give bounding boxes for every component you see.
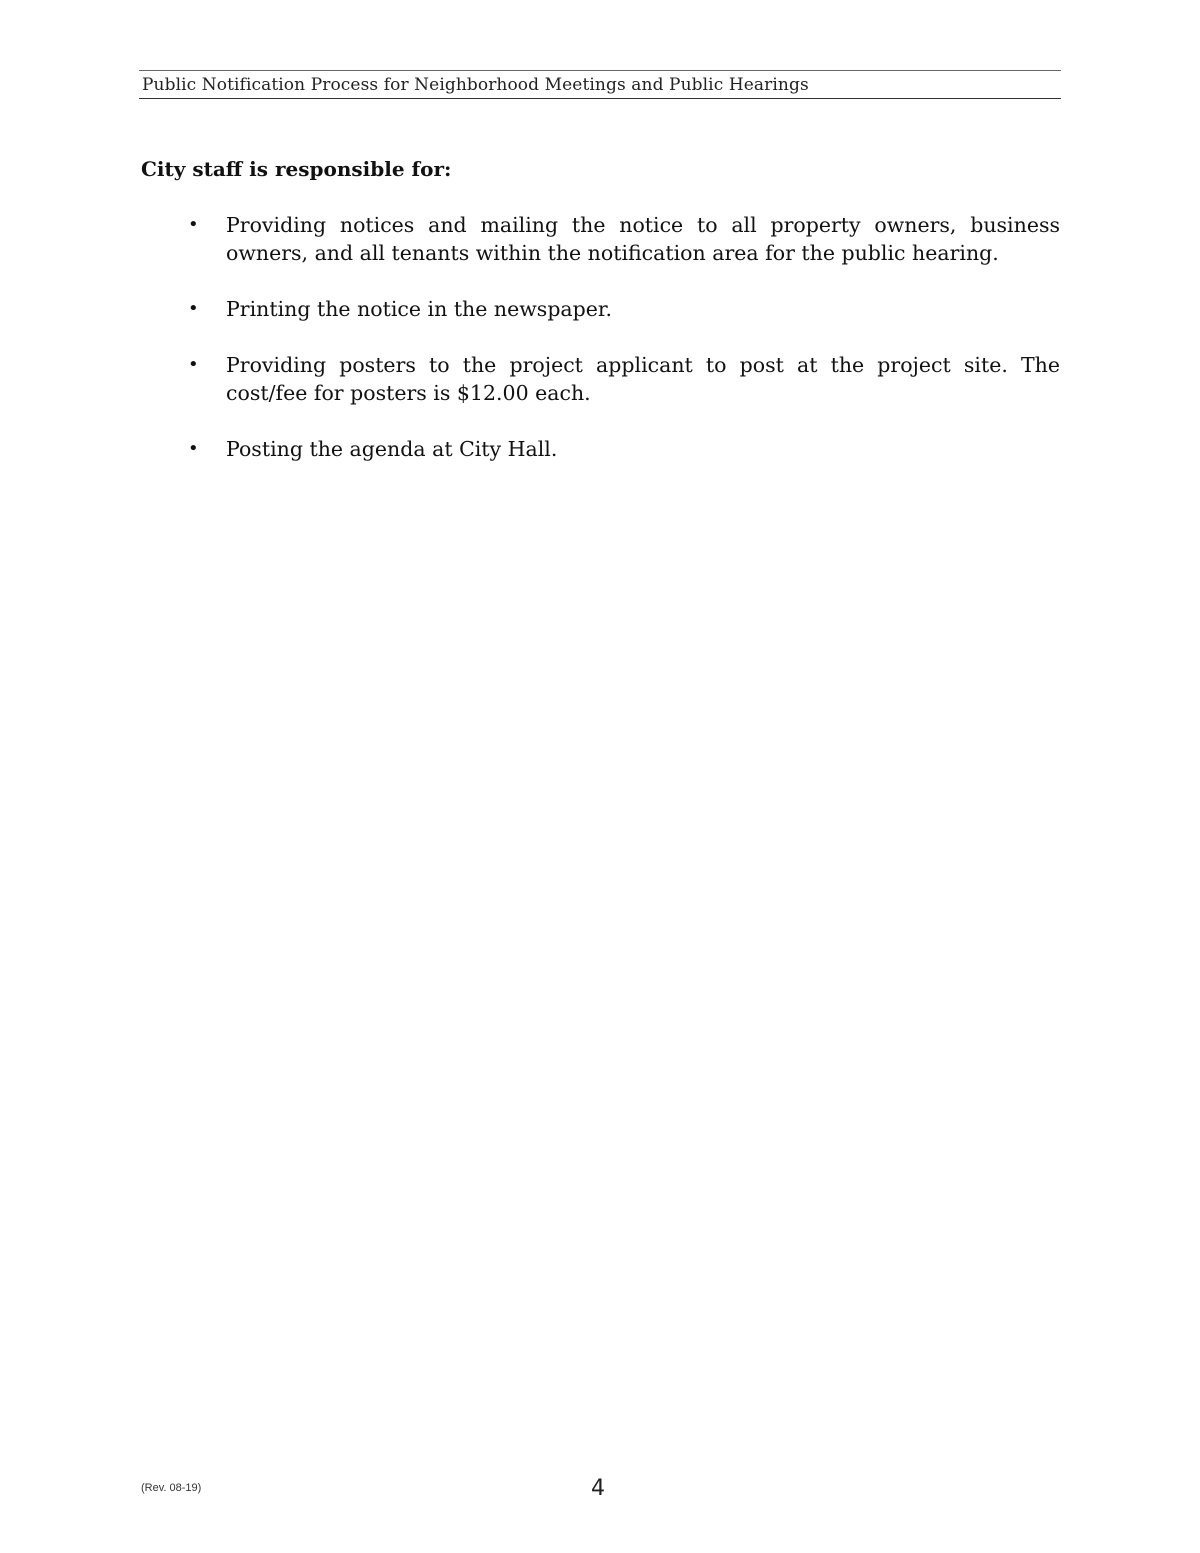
page-number: 4	[591, 1476, 605, 1501]
list-item	[188, 295, 1060, 323]
list-item	[188, 211, 1060, 267]
section-heading: City staff is responsible for:	[141, 157, 452, 181]
header-rule-bottom	[139, 98, 1061, 99]
bullet-icon: •	[188, 438, 199, 459]
revision-label: (Rev. 08-19)	[141, 1482, 202, 1494]
running-header	[139, 70, 1061, 99]
list-item	[188, 351, 1060, 407]
header-title: Public Notification Process for Neighborhood Meetings and Public Hearings	[142, 75, 809, 95]
bullet-icon: •	[188, 298, 199, 319]
list-item-text: Posting the agenda at City Hall.	[226, 437, 558, 461]
responsibility-list	[188, 211, 1060, 491]
list-item-text: Printing the notice in the newspaper.	[226, 297, 612, 321]
bullet-icon: •	[188, 354, 199, 375]
bullet-icon: •	[188, 214, 199, 235]
list-item	[188, 435, 1060, 463]
list-item-text: Providing posters to the project applicant to post at the project site. The cost/fee for posters is $12.00 each.	[226, 353, 1060, 405]
list-item-text: Providing notices and mailing the notice to all property owners, business owners, and all tenants within the notification area for the public hearing.	[226, 213, 1060, 265]
